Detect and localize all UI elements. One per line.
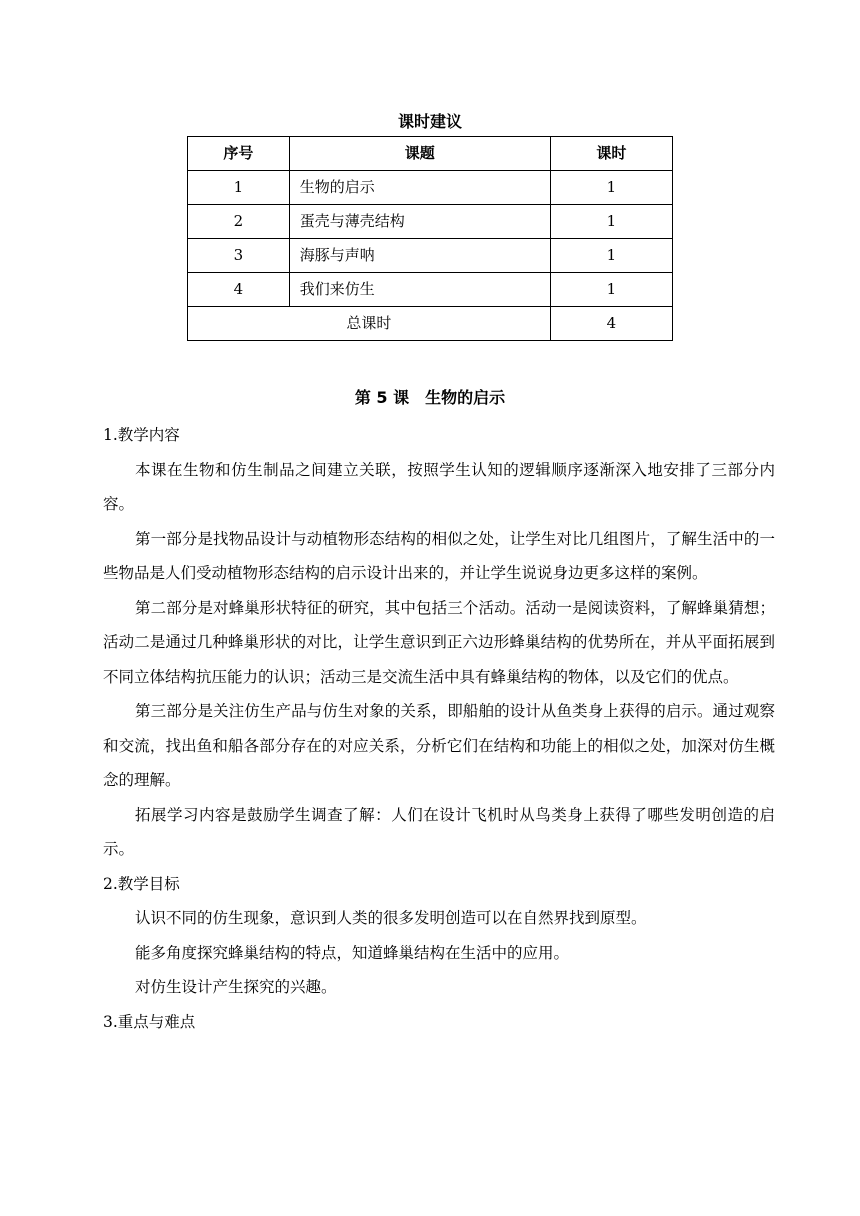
row-number: 3: [188, 239, 290, 273]
paragraph: 第三部分是关注仿生产品与仿生对象的关系，即船舶的设计从鱼类身上获得的启示。通过观察和交流，找出鱼和船各部分存在的对应关系，分析它们在结构和功能上的相似之处，加深对仿生概念的理解。: [103, 702, 775, 789]
row-topic: 海豚与声呐: [289, 239, 550, 273]
row-topic: 蛋壳与薄壳结构: [289, 205, 550, 239]
row-hours: 1: [550, 239, 672, 273]
table-row: [188, 205, 673, 239]
table-row: [188, 273, 673, 307]
section-heading: 3.重点与难点: [103, 1012, 196, 1031]
table-row: [188, 171, 673, 205]
goal-item: 认识不同的仿生现象，意识到人类的很多发明创造可以在自然界找到原型。: [135, 909, 647, 927]
total-hours: 4: [550, 307, 672, 341]
row-topic: 生物的启示: [289, 171, 550, 205]
row-hours: 1: [550, 171, 672, 205]
goal-item: 能多角度探究蜂巢结构的特点，知道蜂巢结构在生活中的应用。: [135, 943, 570, 962]
section-heading: 2.教学目标: [103, 874, 180, 893]
row-number: 1: [188, 171, 290, 205]
total-label: 总课时: [188, 307, 551, 341]
lesson-title: 第 5 课 生物的启示: [354, 388, 506, 407]
table-row: [188, 239, 673, 273]
table-total-row: [188, 307, 673, 341]
row-hours: 1: [550, 205, 672, 239]
section-heading: 1.教学内容: [103, 426, 180, 444]
lesson-body: [103, 418, 775, 1039]
header-topic: 课题: [289, 137, 550, 171]
paragraph: 第二部分是对蜂巢形状特征的研究，其中包括三个活动。活动一是阅读资料，了解蜂巢猜想；活动二是通过几种蜂巢形状的对比，让学生意识到正六边形蜂巢结构的优势所在，并从平面拓展到不同立体结构抗压能力的认识；活动三是交流生活中具有蜂巢结构的物体，以及它们的优点。: [103, 598, 775, 686]
header-hours: 课时: [550, 137, 672, 171]
row-number: 2: [188, 205, 290, 239]
row-hours: 1: [550, 273, 672, 307]
header-number: 序号: [188, 137, 290, 171]
table-header-row: [188, 137, 673, 171]
lesson-schedule-table: [187, 136, 673, 341]
paragraph: 第一部分是找物品设计与动植物形态结构的相似之处，让学生对比几组图片，了解生活中的一些物品是人们受动植物形态结构的启示设计出来的，并让学生说说身边更多这样的案例。: [103, 529, 775, 582]
row-topic: 我们来仿生: [289, 273, 550, 307]
paragraph: 本课在生物和仿生制品之间建立关联，按照学生认知的逻辑顺序逐渐深入地安排了三部分内容。: [103, 460, 775, 513]
paragraph: 拓展学习内容是鼓励学生调查了解：人们在设计飞机时从鸟类身上获得了哪些发明创造的启示。: [103, 805, 775, 858]
schedule-title: 课时建议: [397, 112, 462, 131]
goal-item: 对仿生设计产生探究的兴趣。: [135, 978, 337, 996]
row-number: 4: [188, 273, 290, 307]
